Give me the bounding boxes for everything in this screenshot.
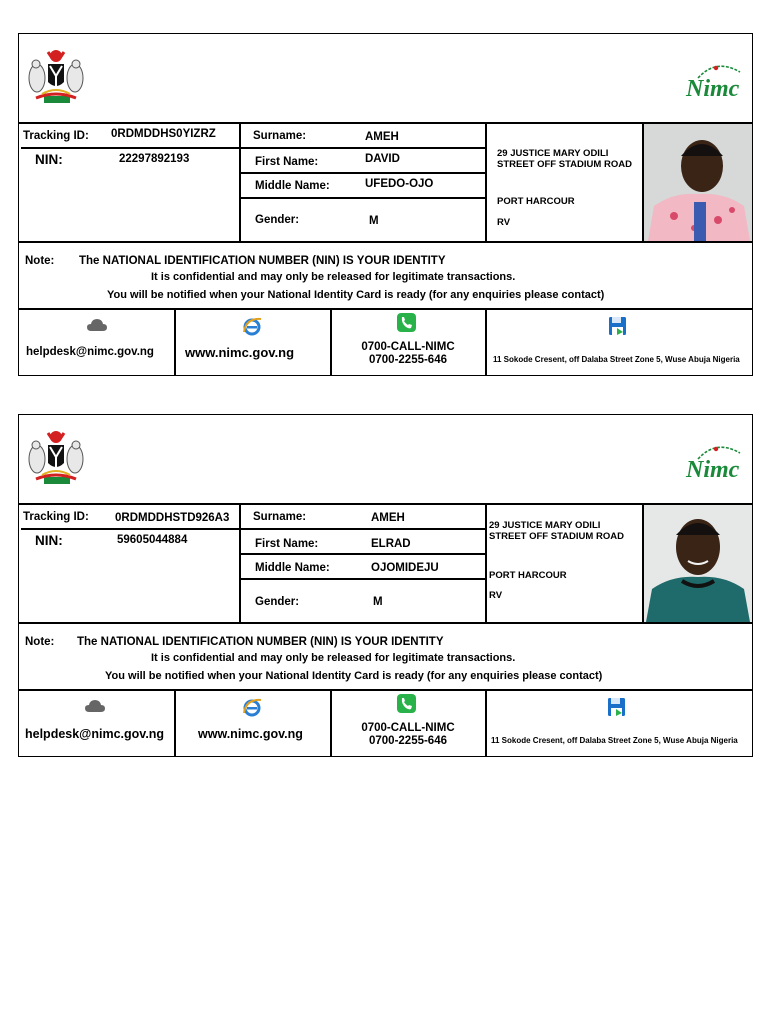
nin-label: NIN: xyxy=(35,152,63,167)
cloud-icon xyxy=(85,699,105,713)
tracking-id-label: Tracking ID: xyxy=(23,130,89,142)
slip-header xyxy=(19,415,752,503)
note-enquiries: You will be notified when your National Identity Card is ready (for any enquiries please contact) xyxy=(107,289,605,301)
phone-icon xyxy=(397,694,416,713)
surname-label: Surname: xyxy=(253,130,307,142)
website-link[interactable]: www.nimc.gov.ng xyxy=(198,727,303,741)
website-link[interactable]: www.nimc.gov.ng xyxy=(185,345,295,360)
state: RV xyxy=(489,590,503,601)
nimc-logo xyxy=(684,62,748,102)
note-label: Note: xyxy=(25,636,55,648)
person-photo-icon xyxy=(644,505,752,622)
contact-phone xyxy=(331,341,485,367)
address-line-2: STREET OFF STADIUM ROAD xyxy=(497,159,632,170)
helpdesk-email[interactable]: helpdesk@nimc.gov.ng xyxy=(25,727,165,741)
tracking-id-value: 0RDMDDHSTD926A3 xyxy=(115,512,230,524)
middle-name-label: Middle Name: xyxy=(255,562,330,574)
svg-text:Nimc: Nimc xyxy=(686,76,740,102)
svg-text:Nimc: Nimc xyxy=(686,457,740,483)
slip-header xyxy=(19,34,752,122)
city: PORT HARCOUR xyxy=(497,196,575,207)
phone-number-2[interactable]: 0700-2255-646 xyxy=(368,735,447,747)
person-photo-icon xyxy=(644,124,752,241)
first-name-label: First Name: xyxy=(255,538,319,550)
state: RV xyxy=(497,217,511,228)
first-name-label: First Name: xyxy=(255,156,319,168)
save-icon xyxy=(607,697,626,717)
internet-explorer-icon xyxy=(242,697,262,717)
phone-icon xyxy=(397,313,416,332)
gender-value: M xyxy=(369,215,379,227)
coat-of-arms-icon xyxy=(22,427,90,487)
holder-photo xyxy=(644,124,752,241)
phone-number-1[interactable]: 0700-CALL-NIMC xyxy=(361,341,455,353)
cloud-icon xyxy=(87,318,107,332)
helpdesk-email[interactable]: helpdesk@nimc.gov.ng xyxy=(26,346,154,358)
gender-label: Gender: xyxy=(255,596,300,608)
tracking-id-value: 0RDMDDHS0YIZRZ xyxy=(111,128,216,140)
middle-name-value: UFEDO-OJO xyxy=(365,178,434,190)
middle-name-value: OJOMIDEJU xyxy=(371,562,439,574)
office-address: 11 Sokode Cresent, off Dalaba Street Zone 5, Wuse Abuja Nigeria xyxy=(493,355,740,364)
phone-number-2[interactable]: 0700-2255-646 xyxy=(368,354,447,366)
surname-value: AMEH xyxy=(365,131,399,143)
surname-value: AMEH xyxy=(371,512,405,524)
nin-value: 59605044884 xyxy=(117,534,188,546)
holder-photo xyxy=(644,505,752,622)
note-title: The NATIONAL IDENTIFICATION NUMBER (NIN) IS YOUR IDENTITY xyxy=(79,255,446,267)
office-address: 11 Sokode Cresent, off Dalaba Street Zone 5, Wuse Abuja Nigeria xyxy=(491,736,738,745)
address-line-2: STREET OFF STADIUM ROAD xyxy=(489,531,624,542)
address xyxy=(497,148,632,170)
nin-slip-2 xyxy=(18,414,753,757)
nimc-logo xyxy=(684,443,748,483)
nin-value: 22297892193 xyxy=(119,153,190,165)
note-confidential: It is confidential and may only be released for legitimate transactions. xyxy=(151,652,516,664)
coat-of-arms-icon xyxy=(22,46,90,106)
address-line-1: 29 JUSTICE MARY ODILI xyxy=(497,148,609,159)
save-icon xyxy=(608,316,627,336)
note-enquiries: You will be notified when your National Identity Card is ready (for any enquiries please contact) xyxy=(105,670,603,682)
gender-label: Gender: xyxy=(255,214,300,226)
internet-explorer-icon xyxy=(242,316,262,336)
first-name-value: DAVID xyxy=(365,153,400,165)
address-line-1: 29 JUSTICE MARY ODILI xyxy=(489,520,601,531)
address xyxy=(489,520,624,542)
contact-phone xyxy=(331,722,485,748)
nin-slip-1 xyxy=(18,33,753,376)
first-name-value: ELRAD xyxy=(371,538,411,550)
phone-number-1[interactable]: 0700-CALL-NIMC xyxy=(361,722,455,734)
note-title: The NATIONAL IDENTIFICATION NUMBER (NIN) IS YOUR IDENTITY xyxy=(77,636,444,648)
middle-name-label: Middle Name: xyxy=(255,180,330,192)
note-confidential: It is confidential and may only be released for legitimate transactions. xyxy=(151,271,516,283)
note-label: Note: xyxy=(25,255,55,267)
tracking-id-label: Tracking ID: xyxy=(23,511,89,523)
surname-label: Surname: xyxy=(253,511,307,523)
gender-value: M xyxy=(373,596,383,608)
city: PORT HARCOUR xyxy=(489,570,567,581)
nin-label: NIN: xyxy=(35,533,63,548)
